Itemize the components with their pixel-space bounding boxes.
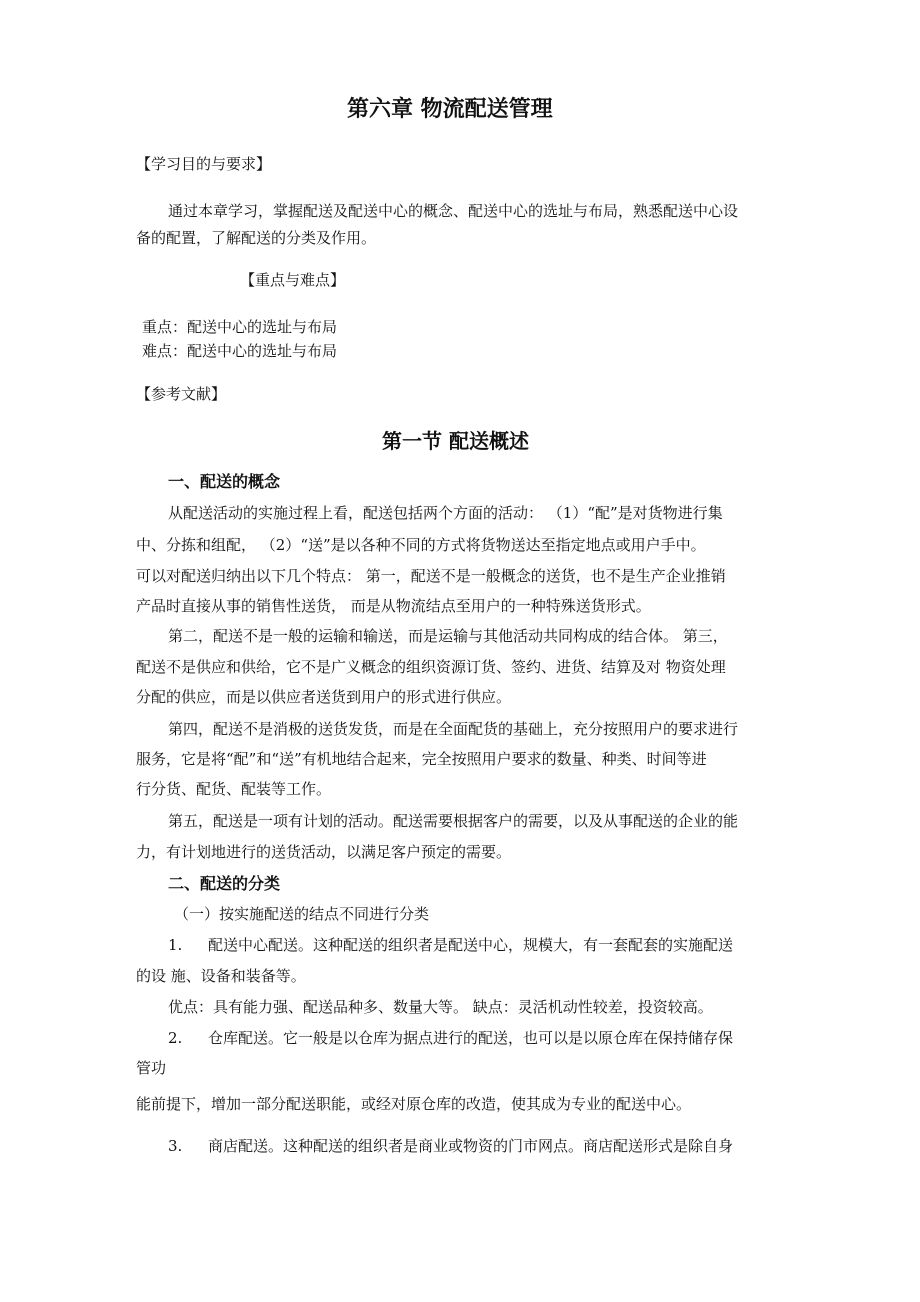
paragraph-line: 行分货、配货、配装等工作。 xyxy=(136,780,332,798)
paragraph-line: 管功 xyxy=(136,1059,167,1077)
paragraph-line: 可以对配送归纳出以下几个特点： 第一，配送不是一般概念的送货，也不是生产企业推销 xyxy=(136,567,726,585)
paragraph-line: 服务，它是将“配”和“送”有机地结合起来，完全按照用户要求的数量、种类、时间等进 xyxy=(136,750,707,768)
list-item-number: 2. xyxy=(168,1029,183,1047)
paragraph-line: 第二，配送不是一般的运输和输送，而是运输与其他活动共同构成的结合体。 第三， xyxy=(168,627,728,645)
objectives-line: 备的配置，了解配送的分类及作用。 xyxy=(136,229,377,247)
list-item-number: 3. xyxy=(168,1137,183,1155)
list-item xyxy=(168,1028,733,1048)
list-item-text: 商店配送。这种配送的组织者是商业或物资的门市网点。商店配送形式是除自身 xyxy=(208,1137,734,1155)
list-item-text: 配送中心配送。这种配送的组织者是配送中心，规模大，有一套配套的实施配送 xyxy=(208,936,734,954)
list-item-text: 仓库配送。它一般是以仓库为据点进行的配送，也可以是以原仓库在保持储存保 xyxy=(208,1029,734,1047)
subsection-heading: （一）按实施配送的结点不同进行分类 xyxy=(174,905,430,923)
paragraph-line: 能前提下，增加一部分配送职能，或经对原仓库的改造，使其成为专业的配送中心。 xyxy=(136,1095,692,1113)
paragraph-line: 从配送活动的实施过程上看，配送包括两个方面的活动： （1）“配”是对货物进行集 xyxy=(168,504,723,522)
key-points-heading: 【重点与难点】 xyxy=(240,271,346,289)
paragraph-line: 中、分拣和组配， （2）“送”是以各种不同的方式将货物送达至指定地点或用户手中。 xyxy=(136,536,706,554)
list-item-number: 1. xyxy=(168,936,183,954)
paragraph-line: 产品时直接从事的销售性送货， 而是从物流结点至用户的一种特殊送货形式。 xyxy=(136,597,651,615)
paragraph-line: 第四，配送不是消极的送货发货，而是在全面配货的基础上，充分按照用户的要求进行 xyxy=(168,720,739,738)
section-title: 第一节 配送概述 xyxy=(382,429,529,453)
paragraph-line: 第五，配送是一项有计划的活动。配送需要根据客户的需要，以及从事配送的企业的能 xyxy=(168,812,739,830)
key-point: 重点：配送中心的选址与布局 xyxy=(142,318,338,336)
objectives-heading: 【学习目的与要求】 xyxy=(136,155,272,173)
difficulty-point: 难点：配送中心的选址与布局 xyxy=(142,342,338,360)
paragraph-line: 配送不是供应和供给，它不是广义概念的组织资源订货、签约、进货、结算及对 物资处理 xyxy=(136,658,726,676)
paragraph-line: 分配的供应，而是以供应者送货到用户的形式进行供应。 xyxy=(136,688,512,706)
references-heading: 【参考文献】 xyxy=(136,385,227,403)
chapter-title: 第六章 物流配送管理 xyxy=(347,96,553,122)
objectives-line: 通过本章学习，掌握配送及配送中心的概念、配送中心的选址与布局，熟悉配送中心设 xyxy=(168,202,739,220)
pros-cons-line: 优点：具有能力强、配送品种多、数量大等。 缺点：灵活机动性较差，投资较高。 xyxy=(168,998,713,1016)
concept-heading: 一、配送的概念 xyxy=(168,472,281,491)
classification-heading: 二、配送的分类 xyxy=(168,874,281,893)
list-item xyxy=(168,1136,733,1156)
paragraph-line: 的设 施、设备和装备等。 xyxy=(136,967,306,985)
paragraph-line: 力，有计划地进行的送货活动，以满足客户预定的需要。 xyxy=(136,843,512,861)
list-item xyxy=(168,935,733,955)
